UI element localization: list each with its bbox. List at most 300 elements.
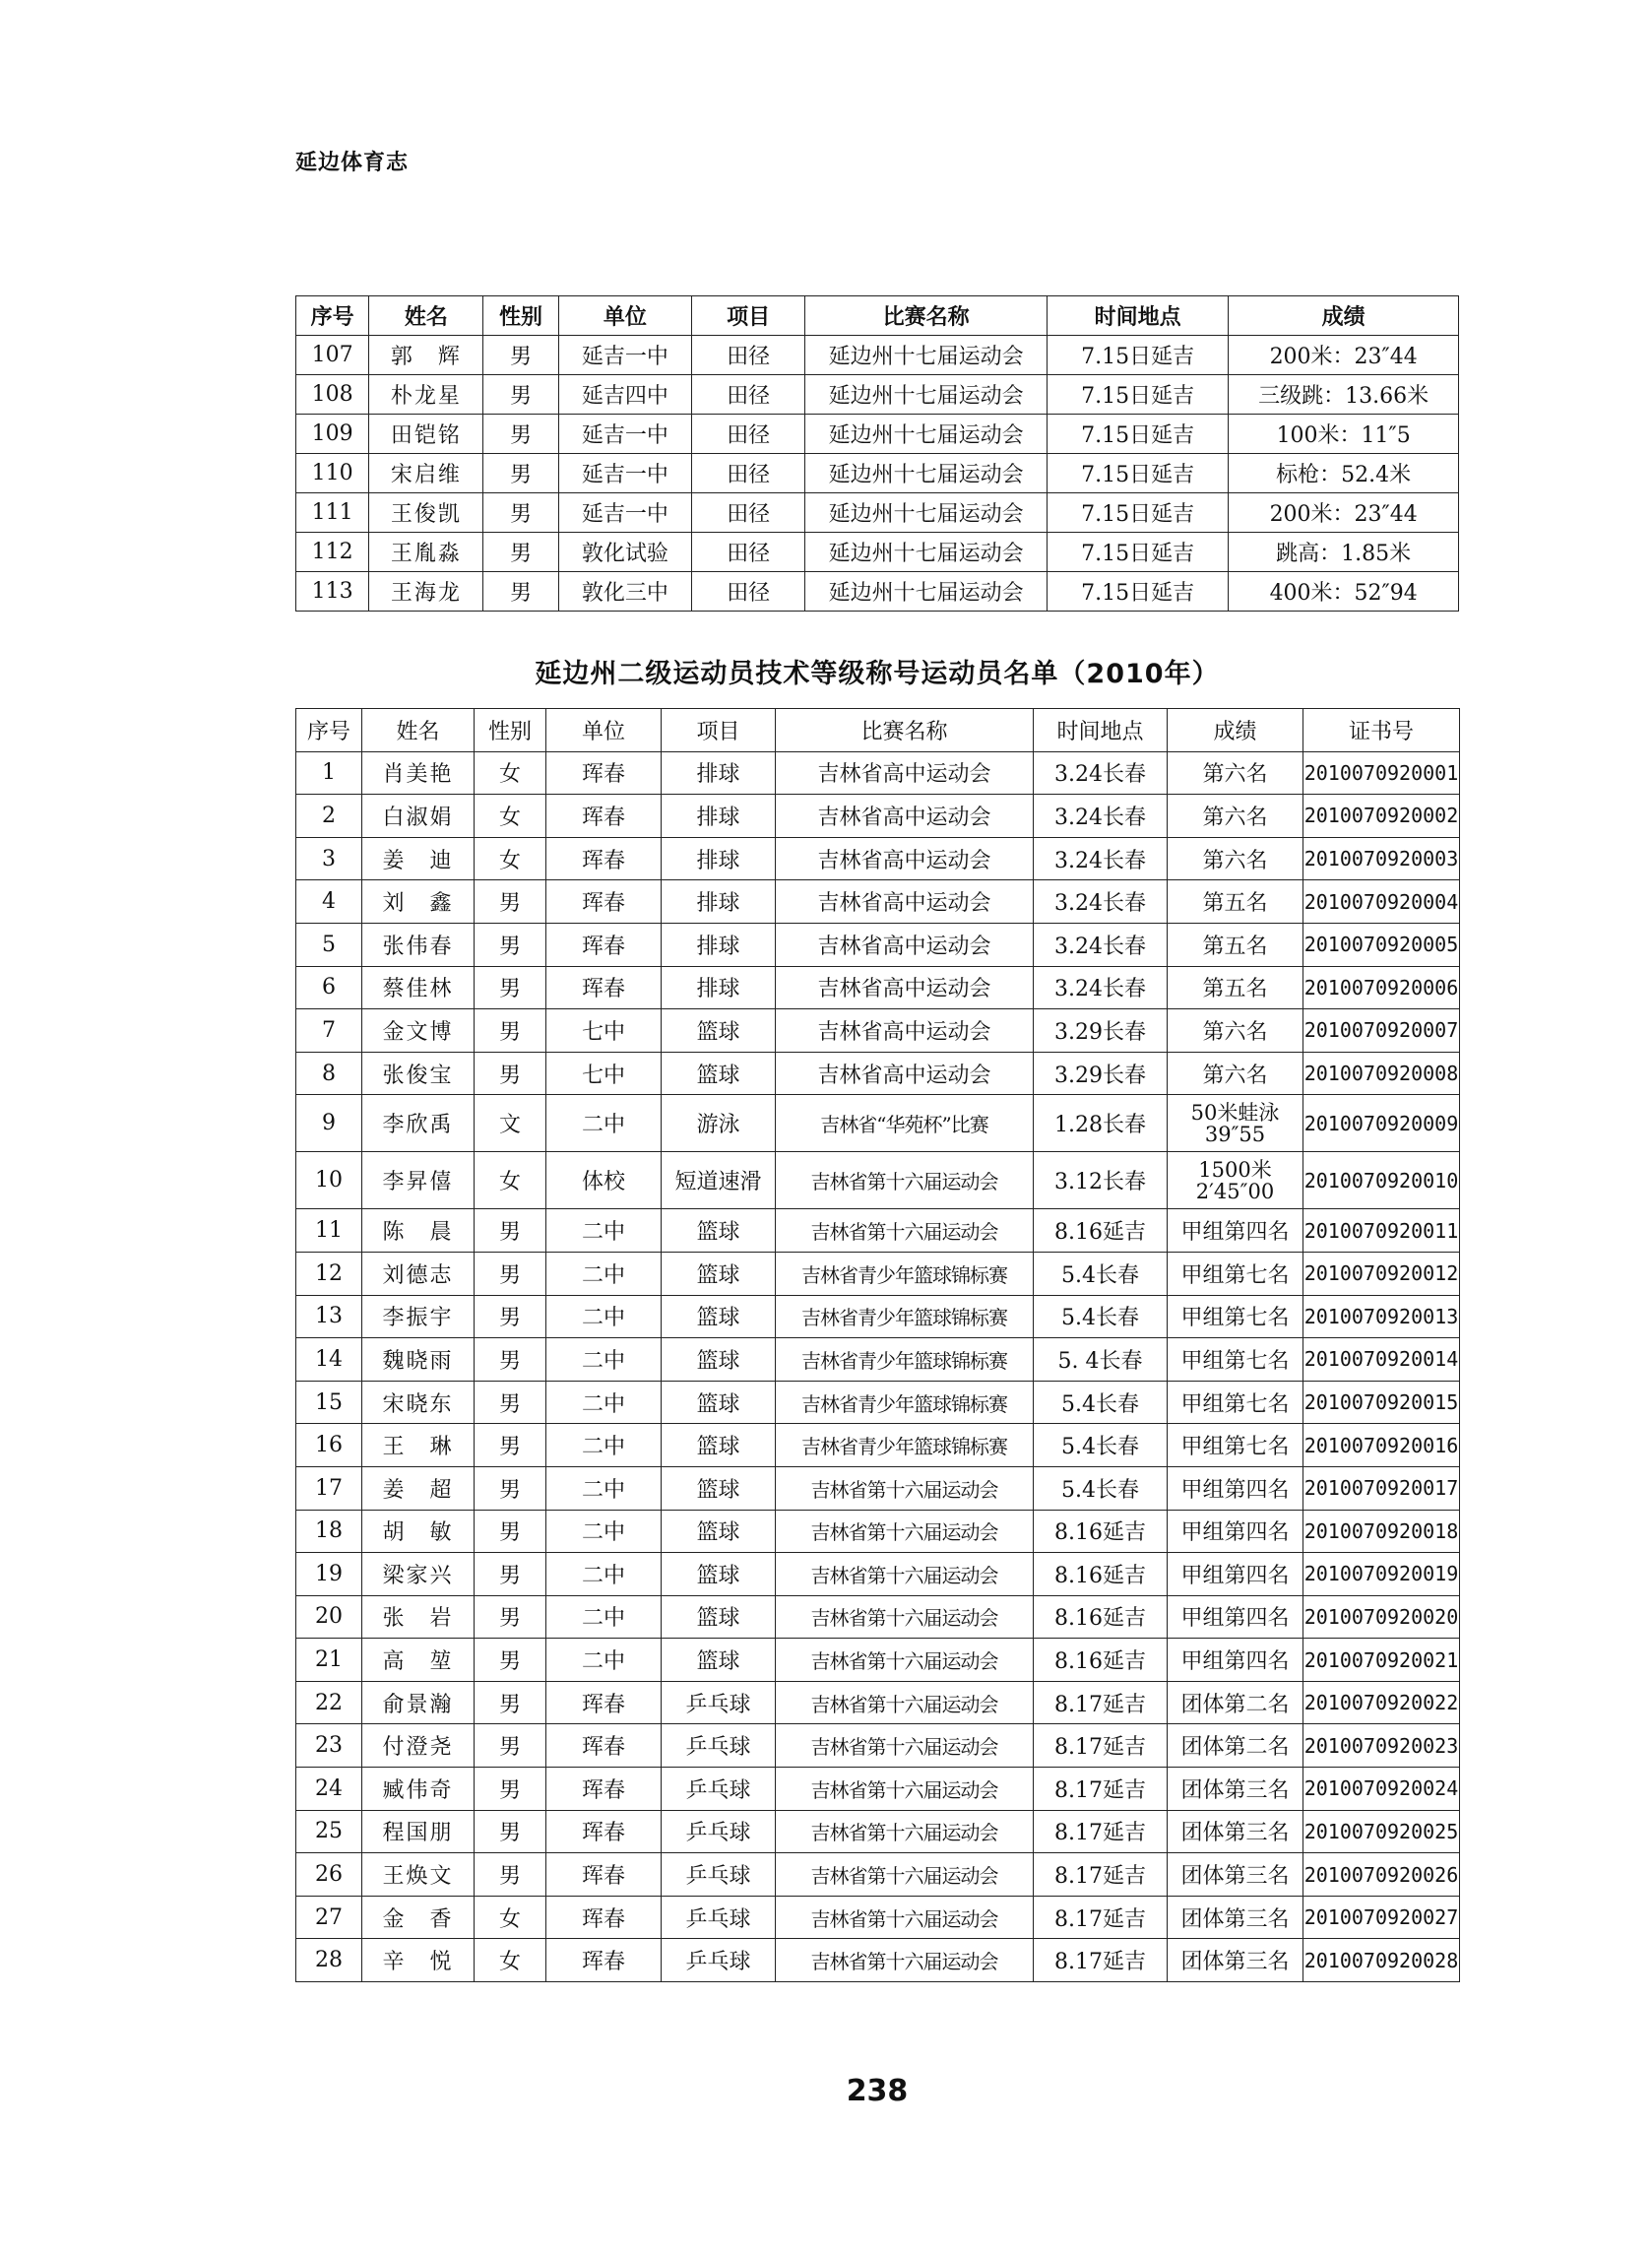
column-header: 成绩 <box>1168 709 1303 752</box>
certificate-cell: 2010070920016 <box>1303 1424 1460 1467</box>
gender-cell: 男 <box>475 880 546 924</box>
unit-cell: 珲春 <box>546 1681 662 1724</box>
serial-cell: 109 <box>296 415 369 454</box>
certificate-cell: 2010070920002 <box>1303 795 1460 838</box>
table-row <box>296 1381 1460 1424</box>
event-cell: 游泳 <box>662 1095 776 1152</box>
event-cell: 乒乓球 <box>662 1768 776 1811</box>
table-row <box>296 375 1459 415</box>
unit-cell: 二中 <box>546 1381 662 1424</box>
date-place-cell: 7.15日延吉 <box>1047 493 1228 533</box>
gender-cell: 男 <box>475 1424 546 1467</box>
gender-cell: 男 <box>475 1681 546 1724</box>
competition-cell: 延边州十七届运动会 <box>805 493 1048 533</box>
column-header: 姓名 <box>362 709 475 752</box>
date-place-cell: 8.17延吉 <box>1034 1939 1168 1982</box>
event-cell: 篮球 <box>662 1295 776 1338</box>
unit-cell: 珲春 <box>546 751 662 795</box>
unit-cell: 七中 <box>546 1052 662 1095</box>
unit-cell: 二中 <box>546 1209 662 1253</box>
name-cell: 张伟春 <box>362 923 475 966</box>
competition-cell: 吉林省高中运动会 <box>776 751 1034 795</box>
date-place-cell: 8.17延吉 <box>1034 1681 1168 1724</box>
column-header: 时间地点 <box>1047 296 1228 336</box>
date-place-cell: 8.16延吉 <box>1034 1209 1168 1253</box>
event-cell: 田径 <box>692 572 805 612</box>
table-row <box>296 795 1460 838</box>
result-cell: 200米：23″44 <box>1229 493 1459 533</box>
serial-cell: 10 <box>296 1152 362 1209</box>
certificate-cell: 2010070920019 <box>1303 1553 1460 1596</box>
name-cell: 梁家兴 <box>362 1553 475 1596</box>
event-cell: 田径 <box>692 415 805 454</box>
table-row <box>296 1853 1460 1897</box>
gender-cell: 男 <box>475 1553 546 1596</box>
date-place-cell: 3.24长春 <box>1034 923 1168 966</box>
competition-cell: 吉林省第十六届运动会 <box>776 1639 1034 1682</box>
unit-cell: 二中 <box>546 1553 662 1596</box>
serial-cell: 13 <box>296 1295 362 1338</box>
event-cell: 篮球 <box>662 1639 776 1682</box>
name-cell: 王海龙 <box>369 572 483 612</box>
gender-cell: 男 <box>475 1724 546 1768</box>
unit-cell: 延吉一中 <box>558 415 691 454</box>
unit-cell: 二中 <box>546 1095 662 1152</box>
gender-cell: 男 <box>475 1209 546 1253</box>
event-cell: 田径 <box>692 493 805 533</box>
event-cell: 乒乓球 <box>662 1681 776 1724</box>
competition-cell: 吉林省第十六届运动会 <box>776 1810 1034 1853</box>
table-row <box>296 1152 1460 1209</box>
event-cell: 乒乓球 <box>662 1724 776 1768</box>
result-cell: 第六名 <box>1168 795 1303 838</box>
unit-cell: 二中 <box>546 1639 662 1682</box>
gender-cell: 男 <box>475 966 546 1009</box>
result-cell: 三级跳：13.66米 <box>1229 375 1459 415</box>
unit-cell: 七中 <box>546 1009 662 1053</box>
name-cell: 肖美艳 <box>362 751 475 795</box>
serial-cell: 25 <box>296 1810 362 1853</box>
name-cell: 宋启维 <box>369 454 483 493</box>
event-cell: 篮球 <box>662 1424 776 1467</box>
table-row <box>296 1810 1460 1853</box>
name-cell: 辛 悦 <box>362 1939 475 1982</box>
certificate-cell: 2010070920009 <box>1303 1095 1460 1152</box>
certificate-cell: 2010070920007 <box>1303 1009 1460 1053</box>
unit-cell: 珲春 <box>546 1896 662 1939</box>
table-row <box>296 1009 1460 1053</box>
name-cell: 付澄尧 <box>362 1724 475 1768</box>
name-cell: 刘德志 <box>362 1252 475 1295</box>
competition-cell: 吉林省第十六届运动会 <box>776 1896 1034 1939</box>
unit-cell: 珲春 <box>546 837 662 880</box>
column-header: 序号 <box>296 296 369 336</box>
name-cell: 王胤淼 <box>369 533 483 572</box>
column-header: 成绩 <box>1229 296 1459 336</box>
name-cell: 王焕文 <box>362 1853 475 1897</box>
column-header: 证书号 <box>1303 709 1460 752</box>
unit-cell: 敦化试验 <box>558 533 691 572</box>
table-row <box>296 493 1459 533</box>
table-header-row <box>296 296 1459 336</box>
unit-cell: 珲春 <box>546 1939 662 1982</box>
competition-cell: 吉林省青少年篮球锦标赛 <box>776 1252 1034 1295</box>
gender-cell: 男 <box>483 375 558 415</box>
gender-cell: 男 <box>475 1052 546 1095</box>
table-row <box>296 572 1459 612</box>
result-cell: 甲组第四名 <box>1168 1639 1303 1682</box>
unit-cell: 珲春 <box>546 880 662 924</box>
certificate-cell: 2010070920012 <box>1303 1252 1460 1295</box>
serial-cell: 15 <box>296 1381 362 1424</box>
name-cell: 胡 敏 <box>362 1510 475 1553</box>
date-place-cell: 3.29长春 <box>1034 1052 1168 1095</box>
event-cell: 排球 <box>662 966 776 1009</box>
name-cell: 陈 晨 <box>362 1209 475 1253</box>
table-title: 延边州二级运动员技术等级称号运动员名单（2010年） <box>535 659 1220 689</box>
competition-cell: 吉林省第十六届运动会 <box>776 1939 1034 1982</box>
certificate-cell: 2010070920025 <box>1303 1810 1460 1853</box>
gender-cell: 男 <box>483 572 558 612</box>
gender-cell: 男 <box>475 923 546 966</box>
name-cell: 李振宇 <box>362 1295 475 1338</box>
result-cell: 甲组第四名 <box>1168 1209 1303 1253</box>
certificate-cell: 2010070920015 <box>1303 1381 1460 1424</box>
competition-cell: 延边州十七届运动会 <box>805 336 1048 375</box>
serial-cell: 3 <box>296 837 362 880</box>
unit-cell: 二中 <box>546 1510 662 1553</box>
name-cell: 金 香 <box>362 1896 475 1939</box>
column-header: 单位 <box>558 296 691 336</box>
table-row <box>296 454 1459 493</box>
name-cell: 王俊凯 <box>369 493 483 533</box>
unit-cell: 珲春 <box>546 795 662 838</box>
competition-cell: 吉林省第十六届运动会 <box>776 1768 1034 1811</box>
name-cell: 李欣禹 <box>362 1095 475 1152</box>
date-place-cell: 3.24长春 <box>1034 966 1168 1009</box>
table-row <box>296 923 1460 966</box>
gender-cell: 男 <box>475 1510 546 1553</box>
result-cell: 甲组第七名 <box>1168 1338 1303 1382</box>
event-cell: 排球 <box>662 837 776 880</box>
date-place-cell: 8.16延吉 <box>1034 1510 1168 1553</box>
gender-cell: 男 <box>475 1466 546 1510</box>
name-cell: 姜 超 <box>362 1466 475 1510</box>
certificate-cell: 2010070920006 <box>1303 966 1460 1009</box>
certificate-cell: 2010070920004 <box>1303 880 1460 924</box>
serial-cell: 23 <box>296 1724 362 1768</box>
serial-cell: 18 <box>296 1510 362 1553</box>
date-place-cell: 3.24长春 <box>1034 751 1168 795</box>
unit-cell: 二中 <box>546 1595 662 1639</box>
serial-cell: 7 <box>296 1009 362 1053</box>
serial-cell: 4 <box>296 880 362 924</box>
serial-cell: 107 <box>296 336 369 375</box>
serial-cell: 108 <box>296 375 369 415</box>
competition-cell: 吉林省青少年篮球锦标赛 <box>776 1424 1034 1467</box>
gender-cell: 女 <box>475 795 546 838</box>
date-place-cell: 7.15日延吉 <box>1047 336 1228 375</box>
name-cell: 姜 迪 <box>362 837 475 880</box>
table-row <box>296 1295 1460 1338</box>
gender-cell: 男 <box>475 1853 546 1897</box>
event-cell: 排球 <box>662 795 776 838</box>
competition-cell: 吉林省高中运动会 <box>776 880 1034 924</box>
gender-cell: 女 <box>475 1896 546 1939</box>
competition-cell: 吉林省“华苑杯”比赛 <box>776 1095 1034 1152</box>
certificate-cell: 2010070920014 <box>1303 1338 1460 1382</box>
name-cell: 刘 鑫 <box>362 880 475 924</box>
gender-cell: 男 <box>475 1252 546 1295</box>
date-place-cell: 7.15日延吉 <box>1047 533 1228 572</box>
certificate-cell: 2010070920026 <box>1303 1853 1460 1897</box>
certificate-cell: 2010070920005 <box>1303 923 1460 966</box>
date-place-cell: 7.15日延吉 <box>1047 415 1228 454</box>
result-cell: 甲组第七名 <box>1168 1381 1303 1424</box>
competition-cell: 延边州十七届运动会 <box>805 454 1048 493</box>
name-cell: 王 琳 <box>362 1424 475 1467</box>
date-place-cell: 5. 4长春 <box>1034 1338 1168 1382</box>
running-head: 延边体育志 <box>295 151 410 175</box>
date-place-cell: 5.4长春 <box>1034 1381 1168 1424</box>
page-number: 238 <box>846 2074 909 2108</box>
unit-cell: 二中 <box>546 1295 662 1338</box>
date-place-cell: 5.4长春 <box>1034 1466 1168 1510</box>
table-row <box>296 1466 1460 1510</box>
table-row <box>296 751 1460 795</box>
competition-cell: 吉林省第十六届运动会 <box>776 1553 1034 1596</box>
date-place-cell: 3.12长春 <box>1034 1152 1168 1209</box>
competition-cell: 吉林省青少年篮球锦标赛 <box>776 1338 1034 1382</box>
gender-cell: 男 <box>475 1338 546 1382</box>
competition-cell: 吉林省高中运动会 <box>776 837 1034 880</box>
table-row <box>296 1595 1460 1639</box>
certificate-cell: 2010070920010 <box>1303 1152 1460 1209</box>
competition-cell: 吉林省青少年篮球锦标赛 <box>776 1381 1034 1424</box>
date-place-cell: 8.17延吉 <box>1034 1853 1168 1897</box>
unit-cell: 珲春 <box>546 923 662 966</box>
serial-cell: 14 <box>296 1338 362 1382</box>
date-place-cell: 5.4长春 <box>1034 1252 1168 1295</box>
result-cell: 团体第三名 <box>1168 1768 1303 1811</box>
event-cell: 篮球 <box>662 1595 776 1639</box>
date-place-cell: 3.29长春 <box>1034 1009 1168 1053</box>
unit-cell: 二中 <box>546 1466 662 1510</box>
unit-cell: 珲春 <box>546 1810 662 1853</box>
serial-cell: 12 <box>296 1252 362 1295</box>
table-row <box>296 837 1460 880</box>
date-place-cell: 5.4长春 <box>1034 1295 1168 1338</box>
competition-cell: 吉林省高中运动会 <box>776 923 1034 966</box>
unit-cell: 二中 <box>546 1424 662 1467</box>
unit-cell: 二中 <box>546 1338 662 1382</box>
unit-cell: 体校 <box>546 1152 662 1209</box>
table-row <box>296 1424 1460 1467</box>
name-cell: 程国朋 <box>362 1810 475 1853</box>
gender-cell: 女 <box>475 837 546 880</box>
name-cell: 高 堃 <box>362 1639 475 1682</box>
date-place-cell: 8.17延吉 <box>1034 1810 1168 1853</box>
result-cell: 团体第三名 <box>1168 1939 1303 1982</box>
table-row <box>296 1639 1460 1682</box>
result-cell: 甲组第七名 <box>1168 1252 1303 1295</box>
competition-cell: 吉林省第十六届运动会 <box>776 1724 1034 1768</box>
event-cell: 乒乓球 <box>662 1939 776 1982</box>
name-cell: 郭 辉 <box>369 336 483 375</box>
certificate-cell: 2010070920021 <box>1303 1639 1460 1682</box>
gender-cell: 男 <box>483 533 558 572</box>
result-cell: 甲组第七名 <box>1168 1295 1303 1338</box>
result-cell: 第六名 <box>1168 1052 1303 1095</box>
competition-cell: 延边州十七届运动会 <box>805 572 1048 612</box>
competition-cell: 吉林省第十六届运动会 <box>776 1595 1034 1639</box>
event-cell: 篮球 <box>662 1466 776 1510</box>
result-cell: 甲组第四名 <box>1168 1510 1303 1553</box>
table-row <box>296 415 1459 454</box>
certificate-cell: 2010070920001 <box>1303 751 1460 795</box>
certificate-cell: 2010070920024 <box>1303 1768 1460 1811</box>
column-header: 姓名 <box>369 296 483 336</box>
result-cell: 1500米 2′45″00 <box>1168 1152 1303 1209</box>
certificate-cell: 2010070920017 <box>1303 1466 1460 1510</box>
result-cell: 400米：52″94 <box>1229 572 1459 612</box>
table-header-row <box>296 709 1460 752</box>
serial-cell: 5 <box>296 923 362 966</box>
certificate-cell: 2010070920020 <box>1303 1595 1460 1639</box>
name-cell: 宋晓东 <box>362 1381 475 1424</box>
date-place-cell: 8.17延吉 <box>1034 1896 1168 1939</box>
serial-cell: 17 <box>296 1466 362 1510</box>
serial-cell: 110 <box>296 454 369 493</box>
event-cell: 篮球 <box>662 1553 776 1596</box>
date-place-cell: 8.17延吉 <box>1034 1768 1168 1811</box>
result-cell: 团体第二名 <box>1168 1681 1303 1724</box>
certificate-cell: 2010070920028 <box>1303 1939 1460 1982</box>
name-cell: 李昇僖 <box>362 1152 475 1209</box>
result-cell: 甲组第四名 <box>1168 1553 1303 1596</box>
result-cell: 第六名 <box>1168 751 1303 795</box>
result-cell: 团体第三名 <box>1168 1810 1303 1853</box>
name-cell: 白淑娟 <box>362 795 475 838</box>
result-cell: 第五名 <box>1168 880 1303 924</box>
gender-cell: 女 <box>475 1939 546 1982</box>
gender-cell: 女 <box>475 1152 546 1209</box>
unit-cell: 延吉一中 <box>558 336 691 375</box>
name-cell: 田铠铭 <box>369 415 483 454</box>
table-row <box>296 1768 1460 1811</box>
event-cell: 排球 <box>662 923 776 966</box>
table-row <box>296 1939 1460 1982</box>
result-cell: 团体第三名 <box>1168 1853 1303 1897</box>
column-header: 时间地点 <box>1034 709 1168 752</box>
second-level-athlete-table <box>295 708 1460 1982</box>
gender-cell: 男 <box>475 1381 546 1424</box>
competition-cell: 吉林省高中运动会 <box>776 1009 1034 1053</box>
certificate-cell: 2010070920013 <box>1303 1295 1460 1338</box>
serial-cell: 2 <box>296 795 362 838</box>
table-row <box>296 1553 1460 1596</box>
gender-cell: 男 <box>483 415 558 454</box>
unit-cell: 延吉四中 <box>558 375 691 415</box>
serial-cell: 113 <box>296 572 369 612</box>
date-place-cell: 8.16延吉 <box>1034 1553 1168 1596</box>
result-cell: 第六名 <box>1168 837 1303 880</box>
certificate-cell: 2010070920022 <box>1303 1681 1460 1724</box>
serial-cell: 24 <box>296 1768 362 1811</box>
gender-cell: 男 <box>475 1009 546 1053</box>
result-cell: 第六名 <box>1168 1009 1303 1053</box>
certificate-cell: 2010070920003 <box>1303 837 1460 880</box>
column-header: 单位 <box>546 709 662 752</box>
name-cell: 张 岩 <box>362 1595 475 1639</box>
competition-cell: 延边州十七届运动会 <box>805 415 1048 454</box>
table-row <box>296 1095 1460 1152</box>
event-cell: 短道速滑 <box>662 1152 776 1209</box>
table-row <box>296 1052 1460 1095</box>
competition-cell: 延边州十七届运动会 <box>805 533 1048 572</box>
name-cell: 蔡佳林 <box>362 966 475 1009</box>
competition-cell: 吉林省高中运动会 <box>776 966 1034 1009</box>
column-header: 比赛名称 <box>776 709 1034 752</box>
table-row <box>296 880 1460 924</box>
result-cell: 跳高：1.85米 <box>1229 533 1459 572</box>
unit-cell: 珲春 <box>546 1724 662 1768</box>
serial-cell: 26 <box>296 1853 362 1897</box>
gender-cell: 文 <box>475 1095 546 1152</box>
competition-cell: 吉林省青少年篮球锦标赛 <box>776 1295 1034 1338</box>
date-place-cell: 5.4长春 <box>1034 1424 1168 1467</box>
event-cell: 篮球 <box>662 1052 776 1095</box>
competition-cell: 吉林省第十六届运动会 <box>776 1152 1034 1209</box>
gender-cell: 男 <box>475 1639 546 1682</box>
table-row <box>296 336 1459 375</box>
event-cell: 篮球 <box>662 1381 776 1424</box>
column-header: 比赛名称 <box>805 296 1048 336</box>
unit-cell: 二中 <box>546 1252 662 1295</box>
table-row <box>296 1252 1460 1295</box>
date-place-cell: 8.16延吉 <box>1034 1639 1168 1682</box>
date-place-cell: 8.17延吉 <box>1034 1724 1168 1768</box>
serial-cell: 1 <box>296 751 362 795</box>
event-cell: 篮球 <box>662 1252 776 1295</box>
competition-cell: 吉林省第十六届运动会 <box>776 1510 1034 1553</box>
serial-cell: 16 <box>296 1424 362 1467</box>
date-place-cell: 7.15日延吉 <box>1047 572 1228 612</box>
serial-cell: 20 <box>296 1595 362 1639</box>
date-place-cell: 3.24长春 <box>1034 880 1168 924</box>
gender-cell: 男 <box>475 1768 546 1811</box>
serial-cell: 6 <box>296 966 362 1009</box>
competition-cell: 吉林省高中运动会 <box>776 795 1034 838</box>
event-cell: 排球 <box>662 751 776 795</box>
gender-cell: 男 <box>475 1295 546 1338</box>
date-place-cell: 7.15日延吉 <box>1047 375 1228 415</box>
column-header: 性别 <box>483 296 558 336</box>
serial-cell: 9 <box>296 1095 362 1152</box>
gender-cell: 女 <box>475 751 546 795</box>
name-cell: 魏晓雨 <box>362 1338 475 1382</box>
unit-cell: 珲春 <box>546 1768 662 1811</box>
event-cell: 乒乓球 <box>662 1896 776 1939</box>
gender-cell: 男 <box>483 493 558 533</box>
event-cell: 排球 <box>662 880 776 924</box>
gender-cell: 男 <box>483 454 558 493</box>
table-row <box>296 1724 1460 1768</box>
column-header: 序号 <box>296 709 362 752</box>
date-place-cell: 8.16延吉 <box>1034 1595 1168 1639</box>
athlete-table-continued <box>295 295 1459 612</box>
serial-cell: 22 <box>296 1681 362 1724</box>
